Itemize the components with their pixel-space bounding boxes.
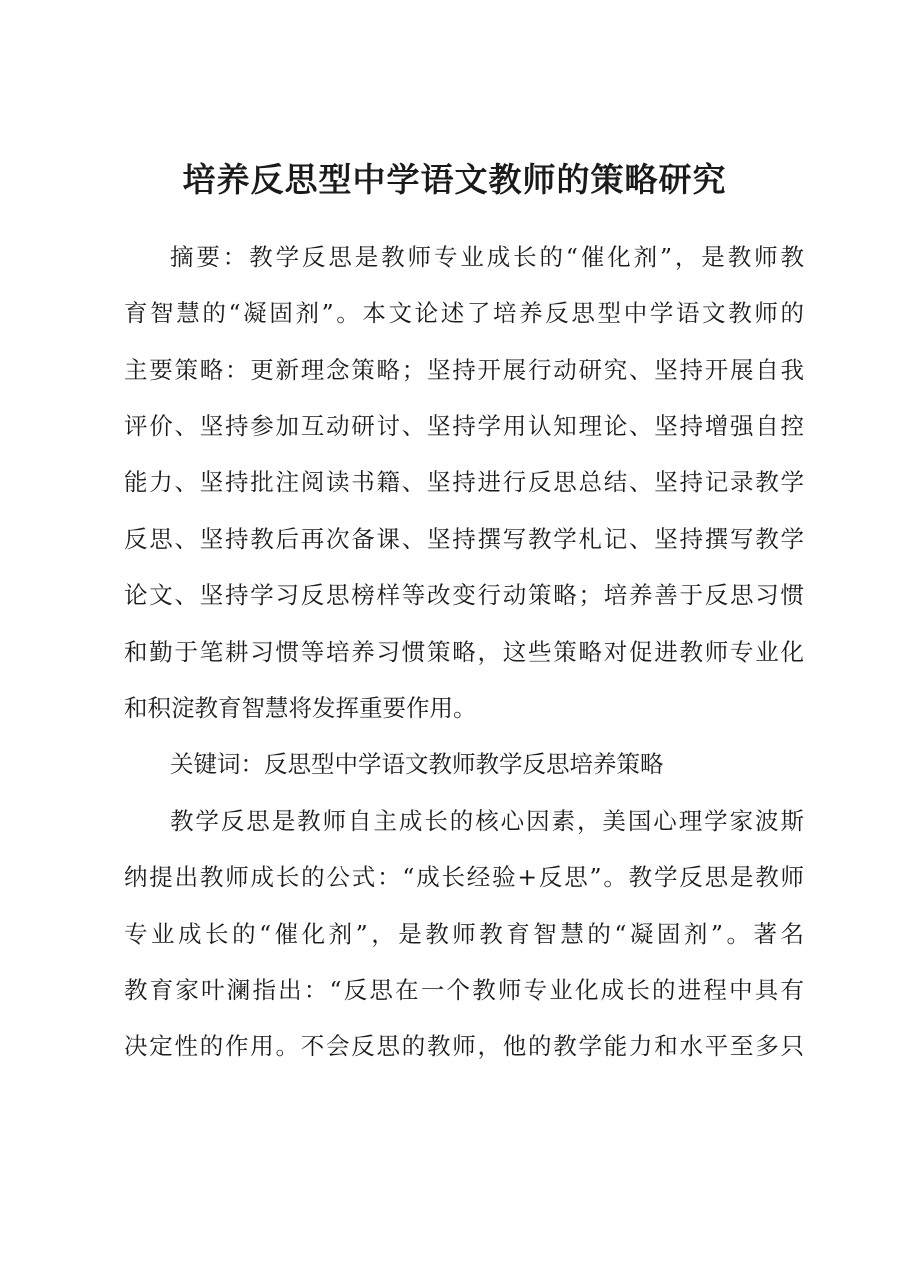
document-title: 培养反思型中学语文教师的策略研究 [182, 160, 727, 199]
body-line: 教学反思是教师自主成长的核心因素，美国心理学家波斯 [170, 807, 804, 835]
abstract-line: 摘要：教学反思是教师专业成长的“催化剂”，是教师教 [170, 243, 804, 271]
abstract-line: 反思、坚持教后再次备课、坚持撰写教学札记、坚持撰写教学 [124, 525, 804, 553]
body-line: 纳提出教师成长的公式：“成长经验+反思”。教学反思是教师 [124, 863, 804, 891]
abstract-line: 评价、坚持参加互动研讨、坚持学用认知理论、坚持增强自控 [124, 412, 804, 440]
abstract-line: 主要策略：更新理念策略；坚持开展行动研究、坚持开展自我 [124, 356, 804, 384]
abstract-line: 和勤于笔耕习惯等培养习惯策略，这些策略对促进教师专业化 [124, 638, 804, 666]
abstract-line: 论文、坚持学习反思榜样等改变行动策略；培养善于反思习惯 [124, 581, 804, 609]
abstract-line: 能力、坚持批注阅读书籍、坚持进行反思总结、坚持记录教学 [124, 468, 804, 496]
body-line: 决定性的作用。不会反思的教师，他的教学能力和水平至多只 [124, 1032, 804, 1060]
abstract-line: 和积淀教育智慧将发挥重要作用。 [124, 694, 477, 722]
abstract-line: 育智慧的“凝固剂”。本文论述了培养反思型中学语文教师的 [124, 299, 804, 327]
body-line: 教育家叶澜指出：“反思在一个教师专业化成长的进程中具有 [124, 976, 804, 1004]
keywords-line: 关键词：反思型中学语文教师教学反思培养策略 [170, 750, 664, 778]
body-line: 专业成长的“催化剂”，是教师教育智慧的“凝固剂”。著名 [124, 920, 804, 948]
